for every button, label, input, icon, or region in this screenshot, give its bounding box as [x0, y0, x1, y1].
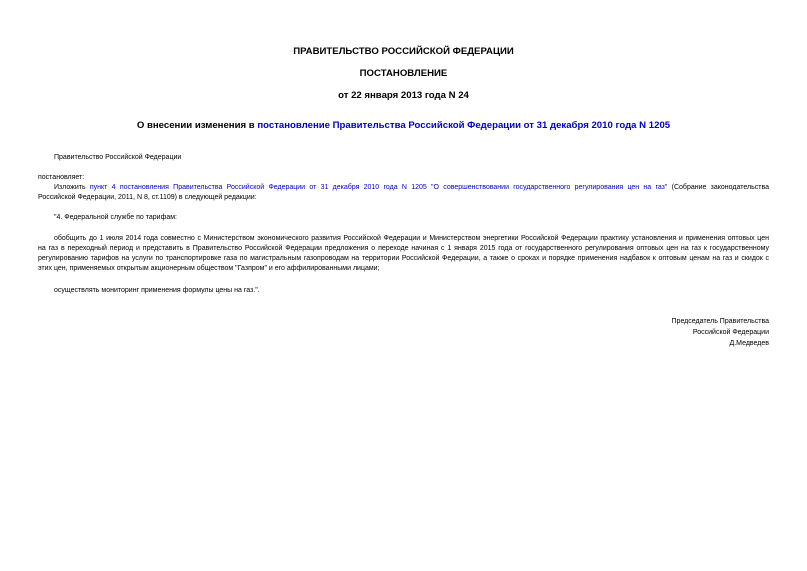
paragraph-amendment: [38, 183, 769, 203]
signature-block: [672, 316, 769, 349]
subject-prefix: О внесении изменения в: [136, 120, 258, 131]
amendment-prefix: Изложить: [54, 184, 90, 191]
amendment-link[interactable]: пункт 4 постановления Правительства Российской Федерации от 31 декабря 2010 года N 1205 "О совершенствовании государственного регулирования цен на газ": [89, 184, 668, 191]
document-type-heading: ПОСТАНОВЛЕНИЕ: [359, 68, 448, 79]
paragraph-monitoring: осуществлять мониторинг применения формулы цены на газ.".: [54, 287, 260, 294]
generalize-line-2: на газ в переходный период и представить в Правительство Российской Федерации предложения о переходе начиная с 1 января 2015 года от государственного регулирования оптовых цен на газ к государственному: [38, 245, 769, 252]
paragraph-resolves: постановляет:: [38, 174, 85, 181]
generalize-line-1: обобщить до 1 июля 2014 года совместно с Министерством экономического развития Российской Федерации и Министерством энергетики Российской Федерации практику установления и применения оптовых цен: [54, 235, 769, 242]
signature-country: Российской Федерации: [692, 329, 769, 336]
signature-title: Председатель Правительства: [671, 318, 769, 325]
amendment-line-1: [38, 183, 769, 193]
amendment-line-2: Российской Федерации, 2011, N 8, ст.1109) в следующей редакции:: [38, 194, 257, 201]
amendment-suffix: (Собрание законодательства: [667, 184, 769, 191]
subject-link[interactable]: постановление Правительства Российской Федерации от 31 декабря 2010 года N 1205: [257, 120, 671, 131]
paragraph-generalize: [38, 234, 769, 274]
document-date-number: от 22 января 2013 года N 24: [338, 90, 469, 101]
generalize-line-4: этих цен, применяемых открытым акционерным обществом "Газпром" и его аффилированными лицами;: [38, 265, 380, 272]
document-subject: [0, 120, 807, 132]
paragraph-tariff-service: "4. Федеральной службе по тарифам:: [54, 214, 177, 221]
signature-name: Д.Медведев: [729, 340, 769, 347]
generalize-line-3: регулированию тарифов на услуги по транспортировке газа по магистральным газопроводам на территории Российской Федерации, а также о сроках и порядке применения надбавок к оптовым ценам на газ и скидок с: [38, 255, 769, 262]
government-heading: ПРАВИТЕЛЬСТВО РОССИЙСКОЙ ФЕДЕРАЦИИ: [293, 46, 514, 57]
paragraph-government: Правительство Российской Федерации: [54, 154, 182, 161]
